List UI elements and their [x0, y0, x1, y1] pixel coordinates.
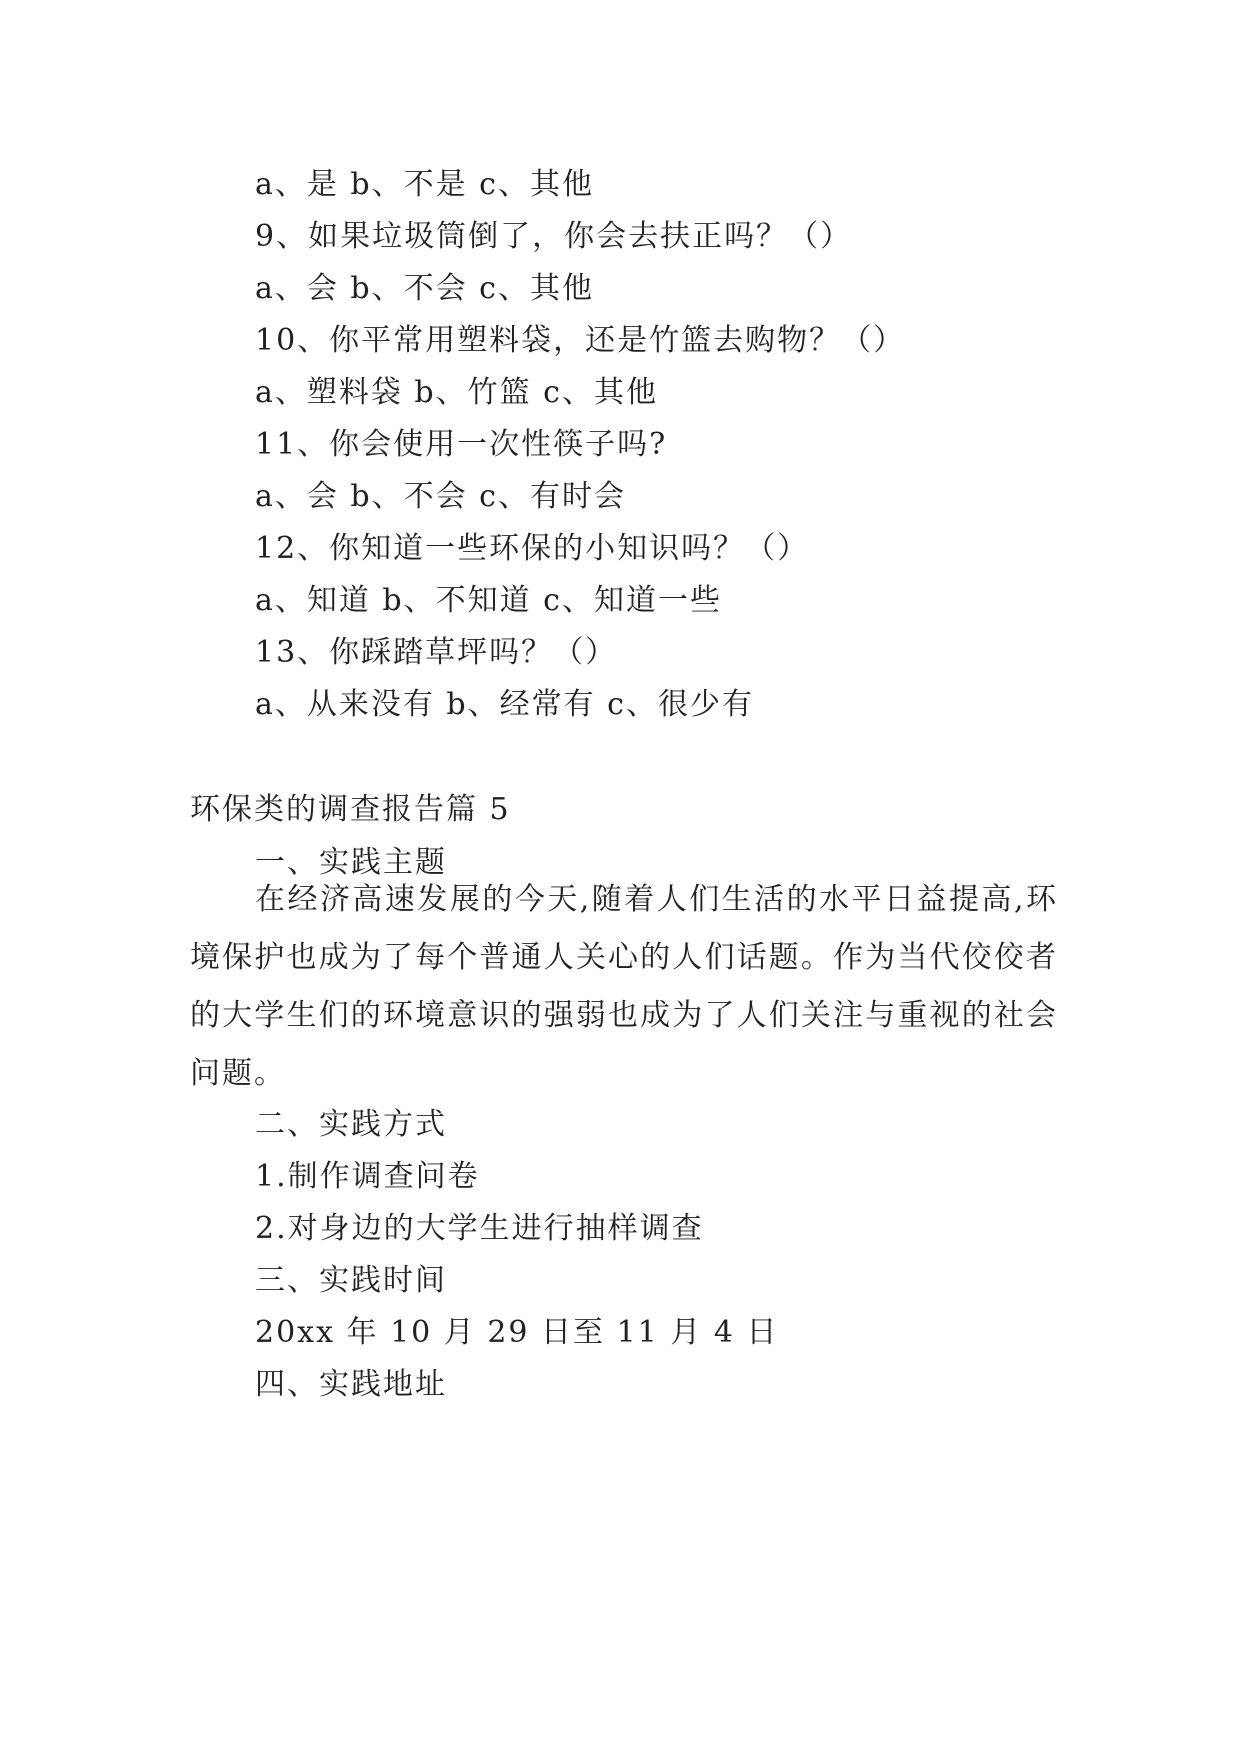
q11-question: 11、你会使用一次性筷子吗?	[255, 427, 668, 462]
q13-options: a、从来没有 b、经常有 c、很少有	[255, 687, 754, 722]
q9-options: a、会 b、不会 c、其他	[255, 271, 594, 306]
section-heading-time: 三、实践时间	[255, 1263, 447, 1298]
q12-options: a、知道 b、不知道 c、知道一些	[255, 583, 722, 618]
q8-options: a、是 b、不是 c、其他	[255, 167, 594, 202]
q12-question: 12、你知道一些环保的小知识吗？（）	[255, 531, 810, 566]
q11-options: a、会 b、不会 c、有时会	[255, 479, 626, 514]
method-item-1: 1.制作调查问卷	[255, 1159, 480, 1194]
section-heading-method: 二、实践方式	[255, 1107, 447, 1142]
section-body-time: 20xx 年 10 月 29 日至 11 月 4 日	[255, 1315, 779, 1350]
q13-question: 13、你踩踏草坪吗？（）	[255, 635, 618, 670]
section-body-topic: 在经济高速发展的今天,随着人们生活的水平日益提高,环境保护也成为了每个普通人关心的人们话题。作为当代佼佼者的大学生们的环境意识的强弱也成为了人们关注与重视的社会问题。	[190, 882, 1058, 1091]
report-title: 环保类的调查报告篇 5	[190, 792, 511, 827]
q10-options: a、塑料袋 b、竹篮 c、其他	[255, 375, 658, 410]
q10-question: 10、你平常用塑料袋，还是竹篮去购物？（）	[255, 323, 906, 358]
section-heading-topic: 一、实践主题	[255, 845, 447, 880]
method-item-2: 2.对身边的大学生进行抽样调查	[255, 1211, 704, 1246]
section-heading-location: 四、实践地址	[255, 1367, 447, 1402]
q9-question: 9、如果垃圾筒倒了，你会去扶正吗？（）	[255, 219, 853, 254]
